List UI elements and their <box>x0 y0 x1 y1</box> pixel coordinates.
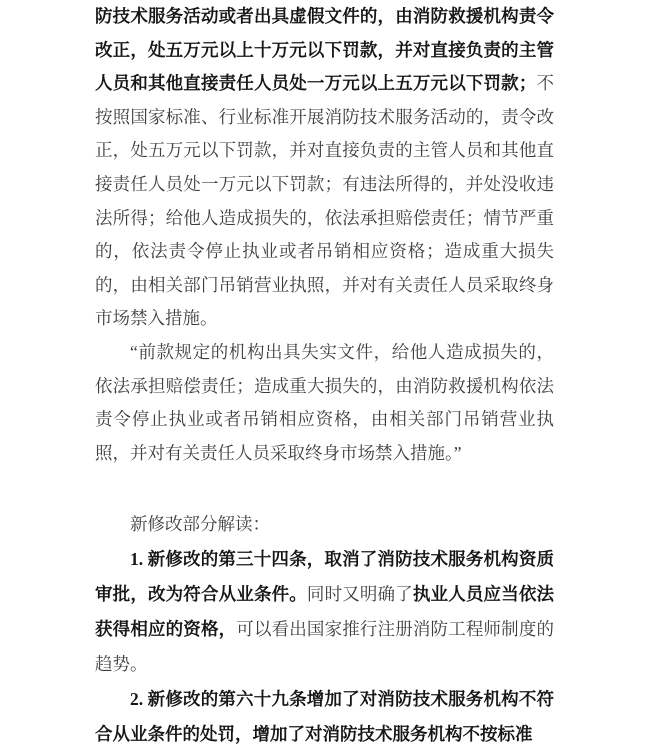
text-segment: 执业人员应当依法获得相应的资格， <box>95 584 555 639</box>
paragraph <box>95 336 554 470</box>
text-segment: 同时又明确了 <box>306 584 413 604</box>
legal-text-block <box>95 0 554 470</box>
text-segment: “前款规定的机构出具失实文件，给他人造成损失的，依法承担赔偿责任；造成重大损失的，由消防救援机构依法责令停止执业或者吊销相应资格，由相关部门吊销营业执照，并对有关责任人员采取终身市场禁入措施。” <box>95 341 554 463</box>
paragraph <box>95 542 554 682</box>
text-segment: 防技术服务活动或者出具虚假文件的，由消防救援机构责令改正，处五万元以上十万元以下罚款，并对直接负责的主管人员和其他直接责任人员处一万元以上五万元以下罚款； <box>95 6 554 94</box>
commentary-block <box>95 507 554 752</box>
paragraph <box>95 682 554 752</box>
text-segment: 2. 新修改的第六十九条增加了对消防技术服务机构不符合从业条件的处罚，增加了对消防技术服务机构不按标准 <box>95 689 554 744</box>
text-segment: 不按照国家标准、行业标准开展消防技术服务活动的，责令改正，处五万元以下罚款，并对直接负责的主管人员和其他直接责任人员处一万元以下罚款；有违法所得的，并处没收违法所得；给他人造成损失的，依法承担赔偿责任；情节严重的，依法责令停止执业或者吊销相应资格；造成重大损失的，由相关部门吊销营业执照，并对有关责任人员采取终身市场禁入措施。 <box>95 73 555 329</box>
commentary-points <box>95 542 554 752</box>
text-segment: 可以看出国家推行注册消防工程师制度的趋势。 <box>95 619 554 674</box>
paragraph <box>95 0 554 336</box>
section-heading: 新修改部分解读： <box>130 514 270 534</box>
text-segment: 1. 新修改的第三十四条，取消了消防技术服务机构资质审批，改为符合从业条件。 <box>95 549 554 604</box>
